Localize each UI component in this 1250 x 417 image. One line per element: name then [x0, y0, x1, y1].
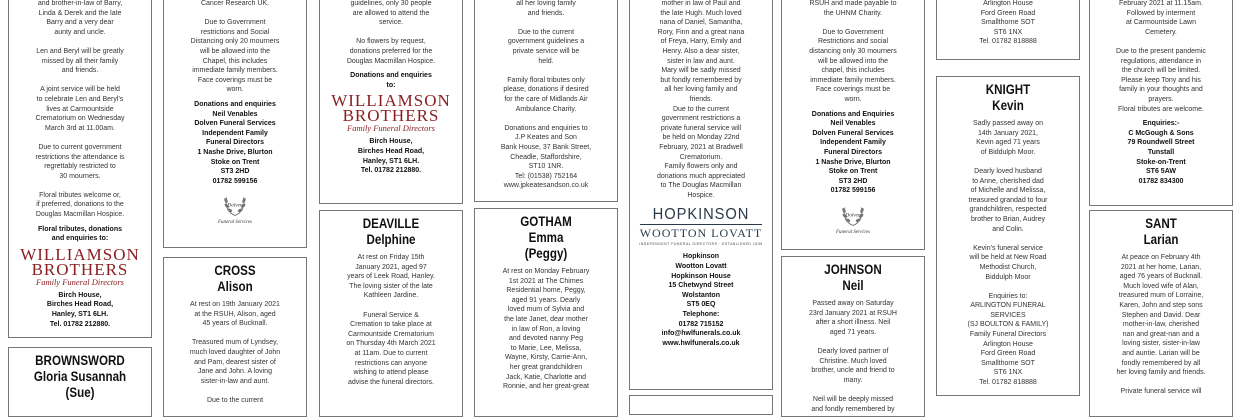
notice-c6a — [781, 0, 925, 250]
column-7 — [936, 0, 1080, 400]
notice-body: At rest on Friday 15th January 2021, aged 97 years of Leek Road, Hanley. The loving sister of the late Kathleen Jardine. Funeral Service & Cremation to take place at Carmountside Crematorium on Thursday 4th March 2021 at 11am. Due to current restrictions can anyone wishing to attend please advise the funeral directors. — [346, 254, 436, 386]
notice-enquiries: Hopkinson Wootton Lovatt Hopkinson House 15 Chetwynd Street Wolstanton ST5 0EQ Telephone: 01782 715152 info@hwlfunerals.co.uk www.hwlfunerals.co.uk — [661, 253, 741, 347]
notice-c5b — [629, 395, 773, 415]
notice-surname: KNIGHT — [985, 82, 1031, 97]
column-1 — [8, 0, 152, 400]
notice-c5a — [629, 0, 773, 390]
svg-text:Dolven: Dolven — [227, 202, 243, 209]
notice-forename: Neil — [842, 278, 864, 293]
notice-enquiries: Enquiries:- C McGough & Sons 79 Roundwell Street Tunstall Stoke-on-Trent ST6 5AW 01782 834300 — [1127, 120, 1195, 185]
notice-c3b — [319, 210, 463, 417]
williamson-logo: WILLIAMSON BROTHERS Family Funeral Directors — [331, 91, 451, 134]
dolven-logo: Dolven Funeral Services — [784, 200, 922, 235]
notice-surname: GOTHAM — [520, 214, 572, 229]
notice-forename: Emma — [528, 230, 564, 245]
svg-text:Dolven: Dolven — [845, 212, 861, 219]
notice-forename: Kevin — [992, 98, 1024, 113]
notice-body: guidelines, only 30 people are allowed to attend the service. No flowers by request, donations preferred for the Douglas Macmillan Hospice. — [346, 0, 436, 65]
notice-body: RSUH and made payable to the UHNM Charity. Due to Government Restrictions and social distancing only 30 mourners will be allowed into the chapel, this includes immediate family members. Face coverings must be worn. — [809, 0, 897, 103]
column-4 — [474, 0, 618, 400]
notice-surname: JOHNSON — [824, 262, 882, 277]
laurel-wreath-icon — [220, 190, 250, 220]
notice-surname: SANT — [1145, 216, 1177, 231]
williamson-logo: WILLIAMSON BROTHERS Family Funeral Directors — [20, 244, 140, 287]
notice-enquiries: Donations and enquiries to: — [350, 72, 432, 89]
notice-c1a — [8, 0, 152, 338]
notice-aka: (Sue) — [65, 385, 95, 400]
notice-address: Birch House, Birches Head Road, Hanley, ST1 6LH. Tel. 01782 212880. — [357, 138, 425, 175]
notice-c2a — [163, 0, 307, 248]
notice-body: mother in law of Paul and the late Hugh. Much loved nana of Daniel, Samantha, Rory, Finn and a great nana of Freya, Harry, Emily and Henry. Also a dear sister, sister in law and aunt. Mary will be sadly missed but fondly remembered by all her loving family and friends. Due to the current government restrictions a private funeral service will be held on Monday 22nd February, 2021 at Bradwell Crematorium. Family flowers only and donations much appreciated to The Douglas Macmillan Hospice. — [657, 0, 745, 199]
notice-c1b — [8, 347, 152, 417]
column-8 — [1089, 0, 1233, 400]
notice-c3a — [319, 0, 463, 204]
notice-enquiries: Donations and Enquiries Neil Venables Dolven Funeral Services Independent Family Funeral Directors 1 Nashe Drive, Blurton Stoke on Trent ST3 2HD 01782 599156 — [811, 110, 895, 195]
column-5 — [629, 0, 773, 400]
dolven-logo: Dolven Funeral Services — [166, 190, 304, 225]
column-2 — [163, 0, 307, 404]
notice-c7b — [936, 76, 1080, 396]
notice-body: At peace on February 4th 2021 at her home, Larian, aged 76 years of Bucknall. Much loved wife of Alan, treasured mum of Lorraine, Karen, John and step sons Stephen and David. Dear mother-in-law, cherished nan and great-nan and a loving sister, sister-in-law and auntie. Larian will be fondly remembered by all her loving family and friends. Private funeral service will — [1116, 254, 1206, 396]
column-6 — [781, 0, 925, 413]
notice-surname: DEAVILLE — [362, 216, 420, 231]
notice-c8a — [1089, 0, 1233, 206]
notice-body: Cancer Research UK. Due to Government restrictions and Social Distancing only 20 mourners will be allowed into the Chapel, this includes immediate family members. Face coverings must be worn. — [190, 0, 280, 94]
notice-forename: Alison — [217, 279, 253, 294]
laurel-wreath-icon — [838, 200, 868, 230]
notice-body: At rest on Monday February 1st 2021 at The Chimes Residential home, Peggy, aged 91 years. Dearly loved mum of Sylvia and the late Janet, dear mother in law of Ron, a loving and devoted nanny Peg to Marie, Lee, Melissa, Wayne, Kirsty, Carrie-Ann, her great grandchildren Jack, Katie, Charlotte and Ronnie, and her great-great — [502, 268, 590, 391]
hopkinson-logo: HOPKINSON WOOTTON LOVATT INDEPENDENT FUNERAL DIRECTORS · ESTABLISHED 1835 — [639, 206, 763, 247]
notice-enquiries: Floral tributes, donations and enquiries to: — [37, 225, 122, 243]
notice-c8b — [1089, 210, 1233, 417]
notice-body: Passed away on Saturday 23rd January 2021 at RSUH after a short illness. Neil aged 71 years. Dearly loved partner of Christine. Much loved brother, uncle and friend to many. Neil will be deeply missed and fondly remembered by — [809, 300, 897, 413]
notice-c4a — [474, 0, 618, 202]
notice-surname: BROWNSWORD — [35, 353, 125, 368]
notice-c6b — [781, 256, 925, 417]
notice-address: Birch House, Birches Head Road, Hanley, ST1 6LH. Tel. 01782 212880. — [46, 291, 114, 328]
notice-forename: Gloria Susannah — [33, 369, 127, 384]
notice-forename: Larian — [1143, 232, 1179, 247]
notice-body: Arlington House Ford Green Road Smallthorne SOT ST6 1NX Tel. 01782 818888 — [979, 0, 1037, 46]
column-3 — [319, 0, 463, 400]
notice-body: February 2021 at 11.15am. Followed by interment at Carmountside Lawn Cemetery. Due to the present pandemic regulations, attendance in the church will be limited. Please keep Tony and his family in your thoughts and prayers. Floral tributes are welcome. — [1116, 0, 1206, 113]
notice-c7a — [936, 0, 1080, 60]
notice-body: Sadly passed away on 14th January 2021, Kevin aged 71 years of Biddulph Moor. Dearly loved husband to Anne, cherished dad of Michelle and Melissa, treasured grandad to four grandchildren, respected brother to Brian, Audrey and Colin. Kevin's funeral service will be held at New Road Methodist Church, Biddulph Moor Enquiries to: ARLINGTON FUNERAL SERVICES (SJ BOULTON & FAMILY) Family Funeral Directors Arlington House Ford Green Road Smallthorne SOT ST6 1NX Tel. 01782 818888 — [967, 120, 1049, 387]
notice-aka: (Peggy) — [524, 246, 568, 261]
notice-c4b — [474, 208, 618, 417]
notice-surname: CROSS — [214, 263, 256, 278]
notice-body: At rest on 19th January 2021 at the RSUH, Alison, aged 45 years of Bucknall. Treasured mum of Lyndsey, much loved daughter of John and Pam, dearest sister of Jane and John. A loving sister-in-law and aunt. Due to the current — [189, 301, 281, 404]
notice-body: all her loving family and friends. Due to the current government guidelines a private service will be held. Family floral tributes only please, donations if desired for the care of Midlands Air Ambulance Charity. Donations and enquiries to J.P Keates and Son Bank House, 37 Bank Street, Cheadle, Staffordshire, ST10 1NR. Tel: (01538) 752164 www.jpkeatesandson.co.uk — [500, 0, 592, 190]
notice-body: and brother-in-law of Barry, Linda & Derek and the late Barry and a very dear aunty and uncle. Len and Beryl will be greatly missed by all their family and friends. A joint service will be held to celebrate Len and Beryl's lives at Carmountside Crematorium on Wednesday March 3rd at 11.00am. Due to current government restrictions the attendance is regrettably restricted to 30 mourners. Floral tributes welcome or, if preferred, donations to the Douglas Macmillan Hospice. — [35, 0, 125, 219]
notice-c2b — [163, 257, 307, 417]
notice-enquiries: Donations and enquiries Neil Venables Dolven Funeral Services Independent Family Funeral Directors 1 Nashe Drive, Blurton Stoke on Trent ST3 2HD 01782 599156 — [194, 100, 276, 185]
notice-forename: Delphine — [366, 232, 416, 247]
